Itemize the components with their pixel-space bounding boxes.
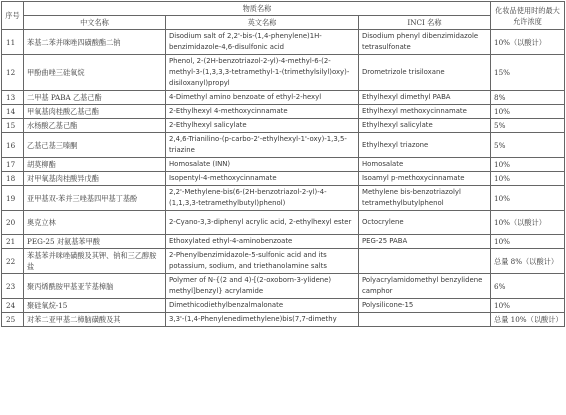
inci-name-cell: Polysilicone-15 — [359, 299, 491, 313]
row-number: 23 — [2, 274, 24, 299]
inci-name-cell: Methylene bis-benzotriazolyl tetramethylbutylphenol — [359, 186, 491, 211]
row-number: 12 — [2, 55, 24, 91]
inci-name-cell: Isoamyl p-methoxycinnamate — [359, 172, 491, 186]
max-concentration-cell: 总量 10%（以酸计） — [491, 313, 565, 327]
inci-name-cell — [359, 313, 491, 327]
chinese-name-cell: 乙基己基三嗪酮 — [24, 133, 166, 158]
table-row — [2, 299, 565, 313]
row-number: 15 — [2, 119, 24, 133]
max-concentration-cell: 总量 8%（以酸计） — [491, 249, 565, 274]
max-concentration-cell: 10% — [491, 186, 565, 211]
inci-name-cell: Homosalate — [359, 158, 491, 172]
table-row — [2, 119, 565, 133]
chinese-name-cell: 甲酚曲唑三硅氧烷 — [24, 55, 166, 91]
english-name-cell: 2,4,6-Trianilino-(p-carbo-2'-ethylhexyl-1'-oxy)-1,3,5-triazine — [166, 133, 359, 158]
inci-name-cell: Ethylhexyl triazone — [359, 133, 491, 158]
inci-name-cell: Ethylhexyl methoxycinnamate — [359, 105, 491, 119]
header-seq: 序号 — [2, 2, 24, 30]
chinese-name-cell: PEG-25 对氨基苯甲酸 — [24, 235, 166, 249]
max-concentration-cell: 10% — [491, 105, 565, 119]
max-concentration-cell: 10% — [491, 299, 565, 313]
table-row — [2, 158, 565, 172]
table-row — [2, 172, 565, 186]
chinese-name-cell: 苯基苯并咪唑磺酸及其钾、钠和三乙醇胺盐 — [24, 249, 166, 274]
table-row — [2, 133, 565, 158]
row-number: 17 — [2, 158, 24, 172]
row-number: 25 — [2, 313, 24, 327]
english-name-cell: 4-Dimethyl amino benzoate of ethyl-2-hexyl — [166, 91, 359, 105]
row-number: 18 — [2, 172, 24, 186]
row-number: 24 — [2, 299, 24, 313]
english-name-cell: 2-Ethylhexyl 4-methoxycinnamate — [166, 105, 359, 119]
table-row — [2, 186, 565, 211]
table-row — [2, 30, 565, 55]
header-inci-name: INCI 名称 — [359, 16, 491, 30]
sunscreen-ingredient-table — [1, 1, 565, 327]
chinese-name-cell: 甲氧基肉桂酸乙基己酯 — [24, 105, 166, 119]
row-number: 19 — [2, 186, 24, 211]
english-name-cell: Polymer of N-{(2 and 4)-[(2-oxoborn-3-ylidene) methyl]benzyl} acrylamide — [166, 274, 359, 299]
english-name-cell: 2-Ethylhexyl salicylate — [166, 119, 359, 133]
english-name-cell: 3,3'-(1,4-Phenylenedimethylene)bis(7,7-dimethy — [166, 313, 359, 327]
table-row — [2, 55, 565, 91]
chinese-name-cell: 亚甲基双-苯并三唑基四甲基丁基酚 — [24, 186, 166, 211]
max-concentration-cell: 10% — [491, 172, 565, 186]
english-name-cell: 2,2'-Methylene-bis(6-(2H-benzotriazol-2-yl)-4-(1,1,3,3-tetramethylbutyl)phenol) — [166, 186, 359, 211]
english-name-cell: 2-Phenylbenzimidazole-5-sulfonic acid and its potassium, sodium, and triethanolamine salts — [166, 249, 359, 274]
table-row — [2, 313, 565, 327]
inci-name-cell: Octocrylene — [359, 211, 491, 235]
row-number: 14 — [2, 105, 24, 119]
max-concentration-cell: 10% — [491, 158, 565, 172]
english-name-cell: Isopentyl-4-methoxycinnamate — [166, 172, 359, 186]
header-chinese-name: 中文名称 — [24, 16, 166, 30]
max-concentration-cell: 10%（以酸计） — [491, 30, 565, 55]
row-number: 21 — [2, 235, 24, 249]
max-concentration-cell: 10%（以酸计） — [491, 211, 565, 235]
english-name-cell: Homosalate (INN) — [166, 158, 359, 172]
table-header-row-2 — [2, 16, 565, 30]
header-english-name: 英文名称 — [166, 16, 359, 30]
english-name-cell: Phenol, 2-(2H-benzotriazol-2-yl)-4-methyl-6-(2-methyl-3-(1,3,3,3-tetramethyl-1-(trimethylsilyl)oxy)-disiloxanyl)propyl — [166, 55, 359, 91]
english-name-cell: 2-Cyano-3,3-diphenyl acrylic acid, 2-ethylhexyl ester — [166, 211, 359, 235]
chinese-name-cell: 聚硅氧烷-15 — [24, 299, 166, 313]
row-number: 22 — [2, 249, 24, 274]
max-concentration-cell: 8% — [491, 91, 565, 105]
inci-name-cell: Drometrizole trisiloxane — [359, 55, 491, 91]
table-row — [2, 91, 565, 105]
chinese-name-cell: 水杨酸乙基己酯 — [24, 119, 166, 133]
inci-name-cell: Ethylhexyl salicylate — [359, 119, 491, 133]
chinese-name-cell: 对苯二亚甲基二樟脑磺酸及其 — [24, 313, 166, 327]
chinese-name-cell: 对甲氧基肉桂酸异戊酯 — [24, 172, 166, 186]
chinese-name-cell: 奥克立林 — [24, 211, 166, 235]
table-body — [2, 30, 565, 327]
inci-name-cell: Disodium phenyl dibenzimidazole tetrasulfonate — [359, 30, 491, 55]
row-number: 16 — [2, 133, 24, 158]
table-row — [2, 249, 565, 274]
inci-name-cell: PEG-25 PABA — [359, 235, 491, 249]
inci-name-cell — [359, 249, 491, 274]
english-name-cell: Dimethicodiethylbenzalmalonate — [166, 299, 359, 313]
max-concentration-cell: 6% — [491, 274, 565, 299]
inci-name-cell: Ethylhexyl dimethyl PABA — [359, 91, 491, 105]
inci-name-cell: Polyacrylamidomethyl benzylidene camphor — [359, 274, 491, 299]
row-number: 13 — [2, 91, 24, 105]
chinese-name-cell: 聚丙烯酰胺甲基亚苄基樟脑 — [24, 274, 166, 299]
header-max-concentration: 化妆品使用时的最大允许浓度 — [491, 2, 565, 30]
chinese-name-cell: 苯基二苯并咪唑四磺酸酯二钠 — [24, 30, 166, 55]
table-row — [2, 235, 565, 249]
chinese-name-cell: 二甲基 PABA 乙基己酯 — [24, 91, 166, 105]
english-name-cell: Disodium salt of 2,2'-bis-(1,4-phenylene)1H-benzimidazole-4,6-disulfonic acid — [166, 30, 359, 55]
max-concentration-cell: 5% — [491, 119, 565, 133]
table-row — [2, 274, 565, 299]
table-header-row-1 — [2, 2, 565, 16]
chinese-name-cell: 胡莫柳酯 — [24, 158, 166, 172]
max-concentration-cell: 5% — [491, 133, 565, 158]
max-concentration-cell: 10% — [491, 235, 565, 249]
max-concentration-cell: 15% — [491, 55, 565, 91]
english-name-cell: Ethoxylated ethyl-4-aminobenzoate — [166, 235, 359, 249]
table-row — [2, 105, 565, 119]
header-substance-name: 物质名称 — [24, 2, 491, 16]
table-row — [2, 211, 565, 235]
row-number: 11 — [2, 30, 24, 55]
row-number: 20 — [2, 211, 24, 235]
